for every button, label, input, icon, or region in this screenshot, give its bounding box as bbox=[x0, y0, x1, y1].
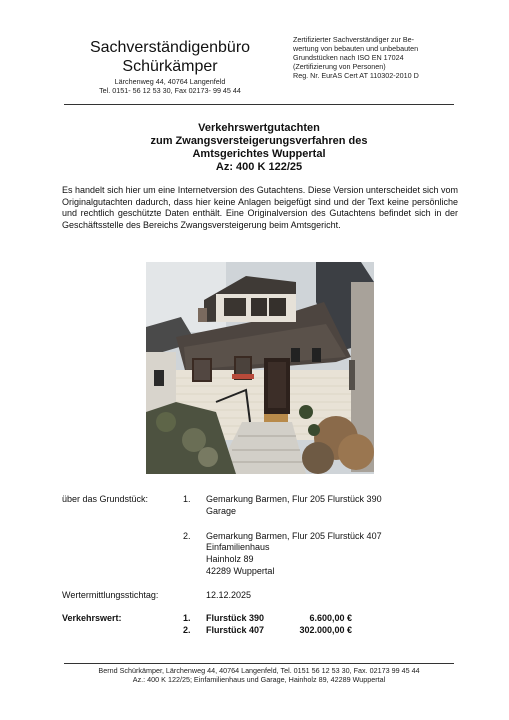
valuation-date-value: 12.12.2025 bbox=[206, 590, 252, 600]
footer-line: Bernd Schürkämper, Lärchenweg 44, 40764 Langenfeld, Tel. 0151 56 12 53 30, Fax. 02173 99 45 44 bbox=[98, 666, 420, 675]
cert-line: Grundstücken nach ISO EN 17024 bbox=[293, 52, 404, 62]
document-title bbox=[64, 122, 454, 174]
intro-paragraph: Es handelt sich hier um eine Internetversion des Gutachtens. Diese Version unterscheidet sich vom Originalgutachten dadurch, dass hier keine Anlagen beigefügt sind und der Text keine persönliche und rechtlich geschützte Daten enthält. Eine Originalversion des Gutachtens befindet sich in der Geschäftsstelle des Bereichs Zwangsversteigerung beim Amtsgericht. bbox=[62, 185, 458, 230]
firm-name bbox=[64, 38, 276, 76]
case-number: Az: 400 K 122/25 bbox=[215, 161, 303, 173]
firm-name-line1: Sachverständigenbüro bbox=[89, 39, 251, 56]
cert-line: wertung von bebauten und unbebauten bbox=[293, 43, 419, 53]
title-line: Amtsgerichtes Wuppertal bbox=[192, 148, 326, 160]
property-item-parcel: Gemarkung Barmen, Flur 205 Flurstück 407 bbox=[206, 531, 382, 541]
title-line: Verkehrswertgutachten bbox=[198, 122, 320, 134]
certification-block bbox=[293, 36, 463, 81]
property-item-number: 2. bbox=[183, 531, 191, 541]
firm-contact: Tel. 0151- 56 12 53 30, Fax 02173- 99 45 44 bbox=[99, 86, 241, 95]
title-line: zum Zwangsversteigerungsverfahren des bbox=[150, 135, 368, 147]
market-value-label: Verkehrswert: bbox=[62, 613, 122, 623]
header-divider bbox=[64, 104, 454, 105]
firm-name-line2: Schürkämper bbox=[122, 58, 218, 75]
page-footer bbox=[64, 666, 454, 684]
property-item-city: 42289 Wuppertal bbox=[206, 566, 275, 576]
cert-line: Zertifizierter Sachverständiger zur Be- bbox=[293, 35, 415, 44]
footer-line: Az.: 400 K 122/25; Einfamilienhaus und Garage, Hainholz 89, 42289 Wuppertal bbox=[132, 675, 386, 685]
market-value-amount: 6.600,00 € bbox=[309, 613, 352, 623]
property-item-use: Garage bbox=[206, 506, 237, 516]
market-value-number: 1. bbox=[183, 613, 191, 623]
footer-divider bbox=[64, 663, 454, 664]
valuation-date-label: Wertermittlungsstichtag: bbox=[62, 590, 159, 600]
market-value-parcel: Flurstück 407 bbox=[206, 625, 265, 635]
property-item-parcel: Gemarkung Barmen, Flur 205 Flurstück 390 bbox=[206, 494, 382, 504]
cert-line: Reg. Nr. EurAS Cert AT 110302-2010 D bbox=[293, 70, 419, 80]
property-item-number: 1. bbox=[183, 494, 191, 504]
market-value-parcel: Flurstück 390 bbox=[206, 613, 265, 623]
house-photo bbox=[146, 262, 374, 474]
firm-address: Lärchenweg 44, 40764 Langenfeld bbox=[114, 77, 226, 86]
property-item-street: Hainholz 89 bbox=[206, 554, 254, 564]
firm-address-block bbox=[64, 77, 276, 95]
property-label: über das Grundstück: bbox=[62, 494, 149, 504]
market-value-number: 2. bbox=[183, 625, 191, 635]
market-value-amount: 302.000,00 € bbox=[299, 625, 352, 635]
property-item-use: Einfamilienhaus bbox=[206, 542, 270, 552]
cert-line: (Zertifizierung von Personen) bbox=[293, 61, 386, 71]
